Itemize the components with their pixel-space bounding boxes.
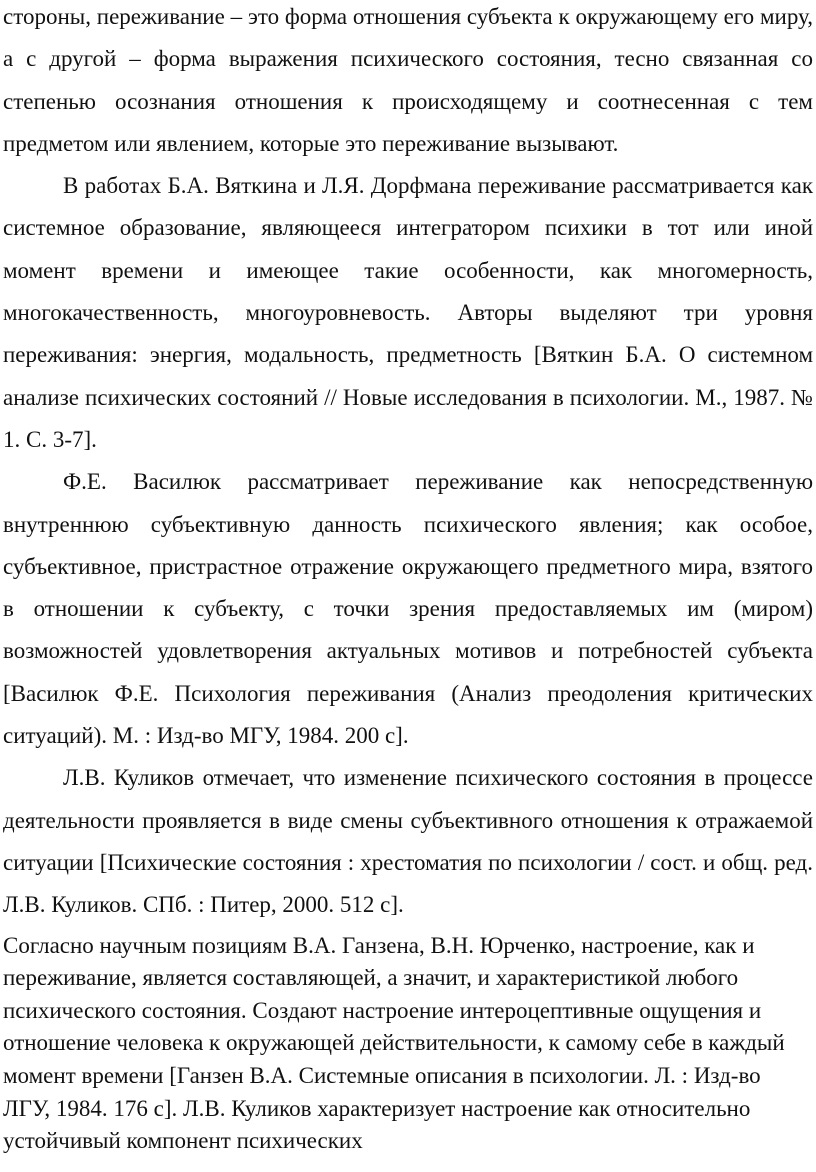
paragraph-vasilyuk: Ф.Е. Василюк рассматривает переживание как непосредственную внутреннюю субъективную данность психического явления; как особое, субъективное, пристрастное отражение окружающего предметного мира, взятого в отношении к субъекту, с точки зрения предоставляемых им (миром) возможностей удовлетворения актуальных мотивов и потребностей субъекта [Василюк Ф.Е. Психология переживания (Анализ преодоления критических ситуаций). М. : Изд-во МГУ, 1984. 200 с].	[3, 469, 813, 749]
paragraph-vyatkin-dorfman: В работах Б.А. Вяткина и Л.Я. Дорфмана переживание рассматривается как системное образование, являющееся интегратором психики в тот или иной момент времени и имеющее такие особенности, как многомерность, многокачественность, многоуровневость. Авторы выделяют три уровня переживания: энергия, модальность, предметность [Вяткин Б.А. О системном анализе психических состояний // Новые исследования в психологии. М., 1987. № 1. С. 3-7].	[3, 173, 813, 452]
paragraph-continuation: стороны, переживание – это форма отношения субъекта к окружающему его миру, а с другой – форма выражения психического состояния, тесно связанная со степенью осознания отношения к происходящему и соотнесенная с тем предметом или явлением, которые это переживание вызывают.	[3, 4, 813, 156]
paragraph-ganzen-yurchenko: Согласно научным позициям В.А. Ганзена, В.Н. Юрченко, настроение, как и переживание, является составляющей, а значит, и характеристикой любого психического состояния. Создают настроение интероцептивные ощущения и отношение человека к окружающей действительности, к самому себе в каждый момент времени [Ганзен В.А. Системные описания в психологии. Л. : Изд-во ЛГУ, 1984. 176 с]. Л.В. Куликов характеризует настроение как относительно устойчивый компонент психических	[3, 932, 785, 1154]
paragraph-kulikov: Л.В. Куликов отмечает, что изменение психического состояния в процессе деятельности проявляется в виде смены субъективного отношения к отражаемой ситуации [Психические состояния : хрестоматия по психологии / сост. и общ. ред. Л.В. Куликов. СПб. : Питер, 2000. 512 с].	[3, 765, 813, 918]
